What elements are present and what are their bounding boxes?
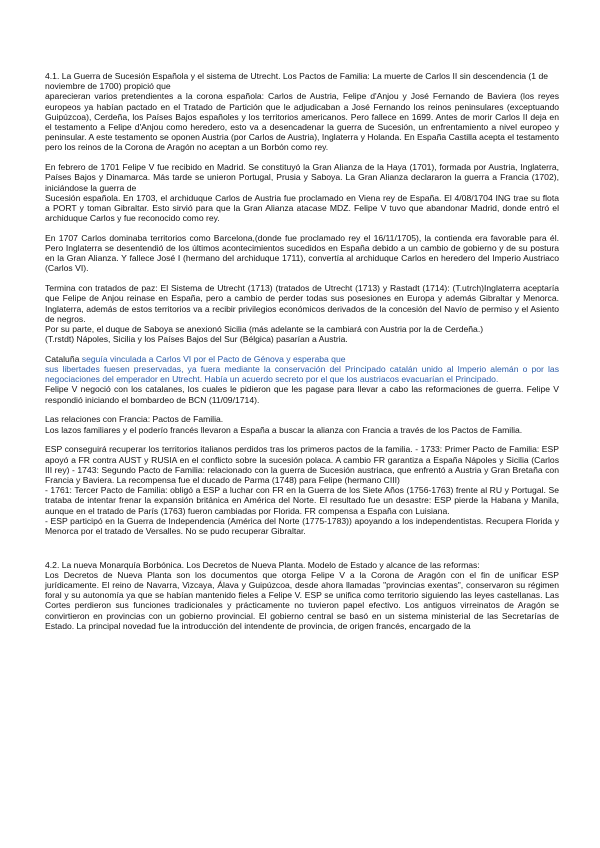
pactos-part-a: ESP conseguirá recuperar los territorios italianos perdidos tras los primeros pactos de la familia. - 1733: Primer Pacto de Familia: ESP apoyó a FR contra AUST y RUSIA en el conflicto sobre la sucesión polaca. A cambio FR garantiza a España Nápoles y Sicilia (Carlos III rey) - 1743: Segundo Pacto de Familia: relacionado con la guerra de Sucesión austriaca, que enfrentó a Austria y Gran Bretaña con Francia y Baviera. La recompensa fue el ducado de Parma (1748) para Felipe (hermano CIII) — [45, 444, 559, 485]
paragraph-1707: En 1707 Carlos dominaba territorios como Barcelona,(donde fue proclamado rey el 16/11/1705), la contienda era favorable para él. Pero Inglaterra se desentendió de los últimos acontecimientos sucedidos en España debido a un cambio de gobierno y de su postura en la Gran Alianza. Y fallece José I (hermano del archiduque 1711), convertía al archiduque Carlos en heredero del Imperio Austriaco (Carlos VI). — [45, 232, 559, 274]
paragraph-tratados-part-b: Por su parte, el duque de Saboya se anexionó Sicilia (más adelante se la cambiará con Austria por la de Cerdeña.) — [45, 323, 484, 334]
cataluna-label: Cataluña — [45, 353, 80, 364]
section-spacer — [45, 546, 559, 560]
paragraph-1701-part-a: En febrero de 1701 Felipe V fue recibido en Madrid. Se constituyó la Gran Alianza de la Haya (1701), formada por Austria, Inglaterra, Países Bajos y Dinamarca. Más tarde se unieron Portugal, Prusia y Saboya. La Gran Alianza declararon la guerra a Francia (1702), iniciándose la guerra de — [45, 162, 559, 193]
paragraph-tratados-part-a: Termina con tratados de paz: El Sistema de Utrecht (1713) (tratados de Utrecht (1713) y Rastadt (1714): (T.utrch)Inglaterra aceptaría que Felipe de Anjou reinase en España, pero a cambio de perder todas sus posesiones en Europa y además Gibraltar y Menorca. Inglaterra, además de estos territorios va a recibir privilegios económicos derivados de la concesión del Navío de permiso y el Asiento de negros. — [45, 283, 559, 324]
paragraph-1701 — [45, 162, 559, 223]
paragraph-pactos — [45, 444, 559, 536]
paragraph-relaciones — [45, 414, 559, 434]
paragraph-1701-part-b: Sucesión española. En 1703, el archiduque Carlos de Austria fue proclamado en Viena rey de España. El 4/08/1704 ING trae su flota a PORT y toman Gibraltar. Esto sirvió para que la Gran Alianza atacase MDZ. Felipe V tuvo que abandonar Madrid, donde entró el archiduque Carlos y fue reconocido como rey. — [45, 192, 559, 224]
pactos-part-b: - 1761: Tercer Pacto de Familia: obligó a ESP a luchar con FR en la Guerra de los Siete Años (1756-1763) frente al RU y Portugal. Se trataba de intentar frenar la expansión británica en América del Norte. El resultado fue un desastre: ESP pierde la Habana y Manila, aunque en el tratado de París (1763) fueron cambiadas por Florida. FR compensa a España con Luisiana. — [45, 485, 559, 516]
pactos-part-c: - ESP participó en la Guerra de Independencia (América del Norte (1775-1783)) apoyando a los independentistas. Recupera Florida y Menorca por el tratado de Versalles. No se pudo recuperar Gibraltar. — [45, 515, 559, 536]
paragraph-cataluna-part-c: Felipe V negoció con los catalanes, los cuales le pidieron que les pagase para llevar a cabo las reformaciones de guerra. Felipe V respondió iniciando el bombardeo de BCN (11/09/1714). — [45, 384, 559, 405]
paragraph-cataluna-line-1 — [45, 354, 559, 364]
relaciones-title: Las relaciones con Francia: Pactos de Familia. — [45, 414, 224, 425]
relaciones-text: Los lazos familiares y el poderío francés llevaron a España a buscar la alianza con Francia a través de los Pactos de Familia. — [45, 424, 523, 435]
section-41-heading: 4.1. La Guerra de Sucesión Española y el sistema de Utrecht. Los Pactos de Familia: La muerte de Carlos II sin descendencia (1 de noviembre de 1700) propició que — [45, 71, 549, 92]
cataluna-highlight-1: seguía vinculada a Carlos VI por el Pacto de Génova y esperaba que — [81, 353, 346, 364]
section-41-intro: aparecieran varios pretendientes a la corona española: Carlos de Austria, Felipe d'Anjou y José Fernando de Baviera (los reyes europeos ya habían pactado en el Tratado de Partición que le adjudicaban a José Fernando los reinos peninsulares (exceptuando Guipúzcoa), Cerdeña, los Países Bajos españoles y los territorios americanos. Pero fallece en 1699. Antes de morir Carlos II deja en el testamento a Felipe d'Anjou como heredero, esto va a desencadenar la guerra de Sucesión, un enfrentamiento a nivel europeo y peninsular. A este testamento se oponen Austria (por Carlos de Austria), Inglaterra y Holanda. En España Castilla acepta el testamento pero los reinos de la Corona de Aragón no aceptan a un Borbón como rey. — [45, 91, 559, 153]
section-42-text: Los Decretos de Nueva Planta son los documentos que otorga Felipe V a la Corona de Aragón con el fin de unificar ESP jurídicamente. El reino de Navarra, Vizcaya, Álava y Guipúzcoa, desde ahora llamadas "provincias exentas", conservaron su régimen foral y su autonomía ya que se habían mantenido fieles a Felipe V. ESP se unifica como territorio siguiendo las leyes castellanas. Las Cortes perdieron sus funciones tradicionales y prácticamente no tuvieron papel efectivo. Los antiguos virreinatos de Aragón se convirtieron en provincias con un gobierno provincial. El gobierno central se basó en un sistema ministerial de las Secretarías de Estado. La principal novedad fue la introducción del intendente de provincia, de origen francés, encargado de la — [45, 569, 559, 631]
section-42-heading: 4.2. La nueva Monarquía Borbónica. Los Decretos de Nueva Planta. Modelo de Estado y alcance de las reformas: — [45, 559, 480, 570]
cataluna-highlight-2: sus libertades fuesen preservadas, ya fuera mediante la conservación del Principado catalán unido al Imperio alemán o por las negociaciones del emperador en Utrecht. Había un acuerdo secreto por el que los austriacos evacuarían el Principado. — [45, 364, 559, 385]
paragraph-cataluna — [45, 354, 559, 405]
paragraph-tratados-part-c: (T.rstdt) Nápoles, Sicilia y los Países Bajos del Sur (Bélgica) pasarían a Austria. — [45, 334, 348, 345]
section-42 — [45, 560, 559, 631]
paragraph-tratados — [45, 283, 559, 344]
document-body — [45, 71, 559, 641]
